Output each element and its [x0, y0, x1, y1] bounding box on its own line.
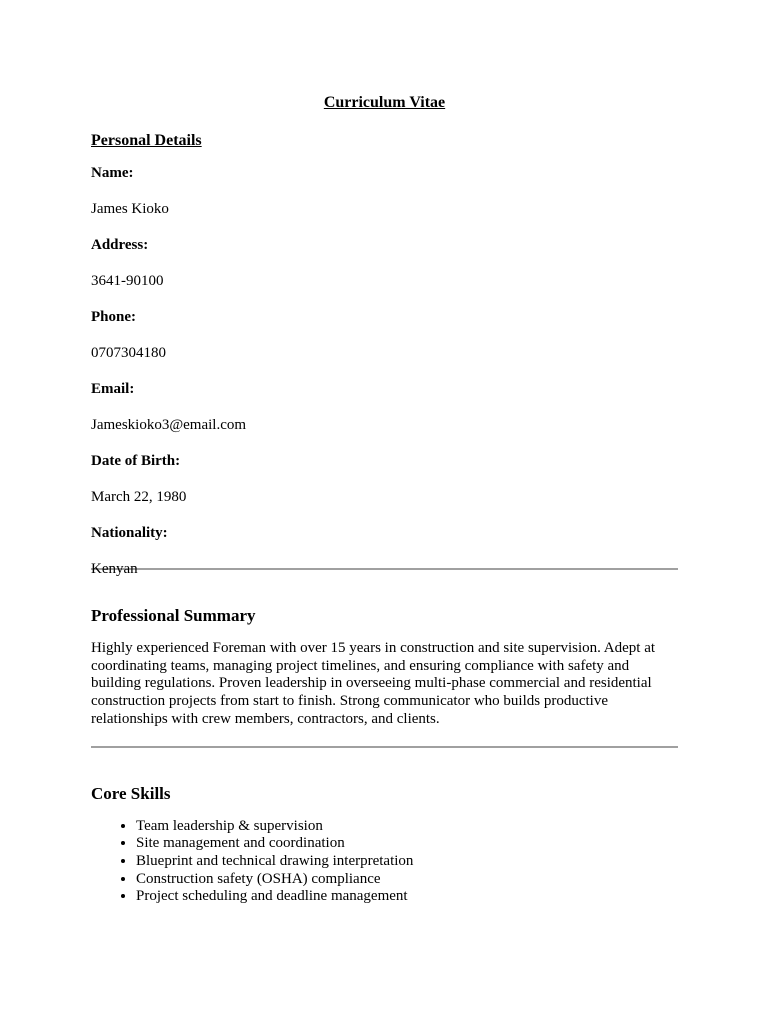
core-skills-heading: Core Skills: [91, 783, 171, 803]
field-nationality: [91, 524, 678, 577]
field-email: [91, 380, 678, 452]
field-value: Kenyan: [91, 561, 138, 577]
field-label: Address:: [91, 237, 149, 253]
professional-summary-heading: Professional Summary: [91, 606, 256, 625]
field-value: Jameskioko3@email.com: [91, 417, 247, 433]
section-divider: [91, 568, 678, 570]
list-item: • Team leadership & supervision: [136, 818, 678, 836]
list-item: • Project scheduling and deadline management: [136, 888, 678, 906]
document-content: [91, 90, 678, 906]
field-value: 0707304180: [91, 345, 166, 361]
core-skills-list: [91, 818, 678, 907]
list-item: • Site management and coordination: [136, 835, 678, 853]
field-name: [91, 164, 678, 236]
list-item: • Construction safety (OSHA) compliance: [136, 871, 678, 889]
professional-summary-text: Highly experienced Foreman with over 15 years in construction and site supervision. Adept at coordinating teams, managing project timelines, and ensuring compliance with safety and building regulations. Proven leadership in overseeing multi-phase commercial and residential construction projects from start to finish. Strong communicator who builds productive relationships with crew members, contractors, and clients.: [91, 640, 656, 727]
field-address: [91, 236, 678, 308]
field-label: Date of Birth:: [91, 453, 181, 469]
field-label: Nationality:: [91, 525, 168, 541]
personal-details-list: [91, 164, 678, 577]
field-value: March 22, 1980: [91, 489, 187, 505]
field-phone: [91, 308, 678, 380]
list-item: • Blueprint and technical drawing interpretation: [136, 853, 678, 871]
field-label: Email:: [91, 381, 135, 397]
field-label: Name:: [91, 165, 134, 181]
field-date-of-birth: [91, 452, 678, 524]
field-value: James Kioko: [91, 201, 169, 217]
field-label: Phone:: [91, 309, 136, 325]
field-value: 3641-90100: [91, 273, 164, 289]
document-title: Curriculum Vitae: [323, 94, 446, 111]
section-divider: [91, 746, 678, 748]
personal-details-heading: Personal Details: [91, 132, 202, 149]
